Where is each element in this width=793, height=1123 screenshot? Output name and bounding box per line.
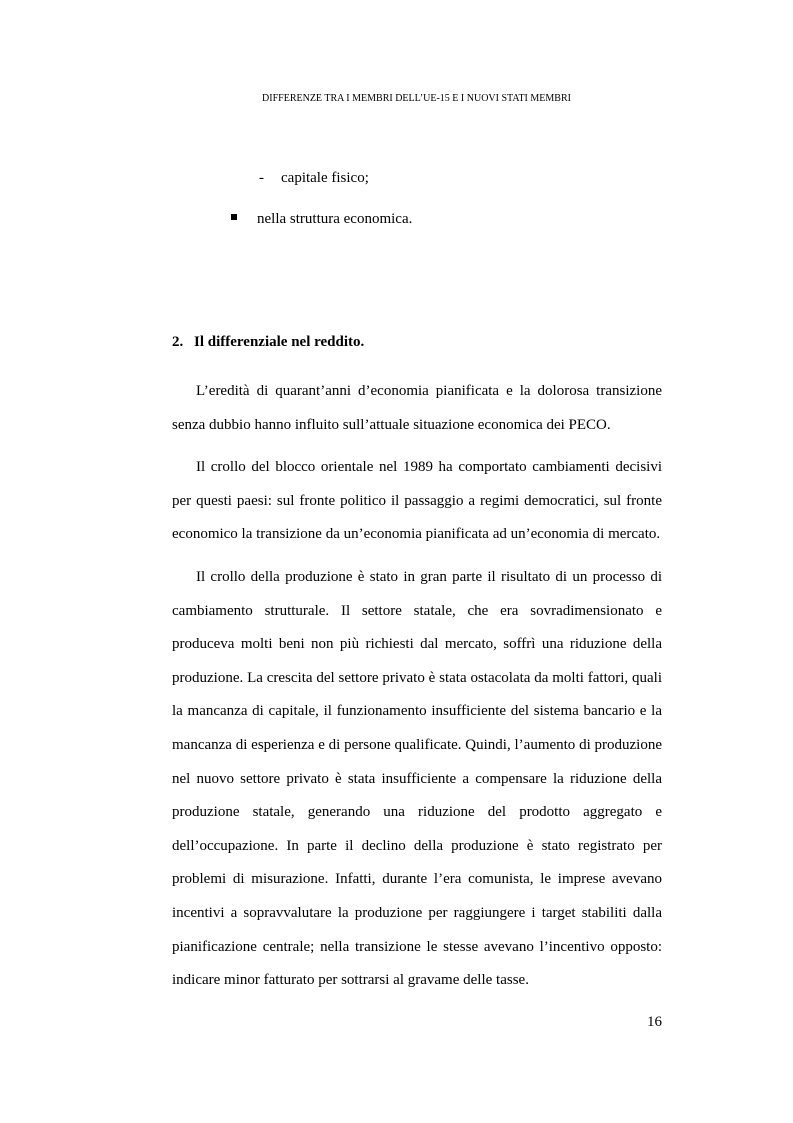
body-text [172, 375, 662, 1007]
paragraph: Il crollo del blocco orientale nel 1989 ha comportato cambiamenti decisivi per questi paesi: sul fronte politico il passaggio a regimi democratici, sul fronte economico la transizione da un’economia pianificata ad un’economia di mercato. [172, 459, 662, 543]
square-bullet-icon [231, 214, 237, 220]
section-heading [172, 334, 364, 351]
page-number: 16 [647, 1014, 662, 1030]
running-header: DIFFERENZE TRA I MEMBRI DELL’UE-15 E I NUOVI STATI MEMBRI [262, 93, 571, 104]
dash-marker: - [259, 170, 264, 186]
bullet-list-item-text: nella struttura economica. [257, 211, 413, 227]
sub-list-item [259, 170, 369, 187]
sub-list-item-text: capitale fisico; [281, 170, 369, 186]
section-title: Il differenziale nel reddito. [194, 334, 365, 350]
bullet-list-item [231, 211, 412, 228]
paragraph: Il crollo della produzione è stato in gran parte il risultato di un processo di cambiamento strutturale. Il settore statale, che era sovradimensionato e produceva molti beni non più richiesti dal mercato, soffrì una riduzione della produzione. La crescita del settore privato è stata ostacolata da molti fattori, quali la mancanza di capitale, il funzionamento insufficiente del sistema bancario e la mancanza di esperienza e di persone qualificate. Quindi, l’aumento di produzione nel nuovo settore privato è stata insufficiente a compensare la riduzione della produzione statale, generando una riduzione del prodotto aggregato e dell’occupazione. In parte il declino della produzione è stato registrato per problemi di misurazione. Infatti, durante l’era comunista, le imprese avevano incentivi a sopravvalutare la produzione per raggiungere i target stabiliti dalla pianificazione centrale; nella transizione le stesse avevano l’incentivo opposto: indicare minor fatturato per sottrarsi al gravame delle tasse. [172, 568, 662, 989]
section-number: 2. [172, 334, 184, 350]
paragraph: L’eredità di quarant’anni d’economia pianificata e la dolorosa transizione senza dubbio hanno influito sull’attuale situazione economica dei PECO. [172, 383, 662, 433]
